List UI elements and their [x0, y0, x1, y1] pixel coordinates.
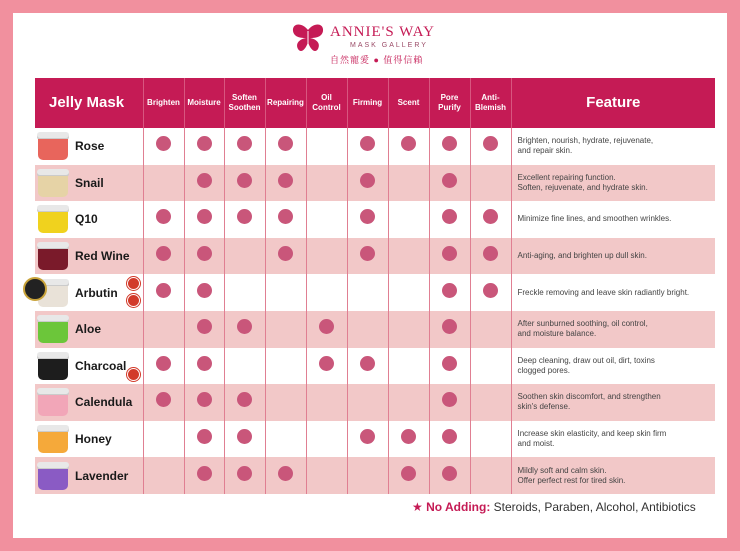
feature-mark-cell	[429, 274, 470, 311]
dot-icon	[442, 466, 457, 481]
table-row	[35, 274, 715, 311]
product-cell	[35, 311, 143, 348]
feature-mark-cell	[388, 457, 429, 494]
dot-icon	[442, 209, 457, 224]
feature-mark-cell	[306, 421, 347, 458]
feature-line: Increase skin elasticity, and keep skin firm	[517, 429, 667, 439]
product-cell	[35, 165, 143, 202]
feature-description	[511, 274, 715, 311]
column-header-brighten	[143, 78, 184, 128]
jar-icon	[37, 352, 69, 380]
column-header-label: Firming	[352, 98, 383, 107]
feature-description	[511, 201, 715, 238]
column-header-label: Brighten	[147, 98, 180, 107]
dot-icon	[442, 319, 457, 334]
dot-icon	[156, 283, 171, 298]
feature-line: Freckle removing and leave skin radiantly bright.	[517, 287, 690, 297]
feature-mark-cell	[265, 238, 306, 275]
feature-mark-cell	[306, 311, 347, 348]
table-body	[35, 128, 715, 494]
feature-mark-cell	[429, 311, 470, 348]
feature-line: and moist.	[517, 439, 555, 449]
product	[35, 201, 143, 237]
feature-mark-cell	[143, 201, 184, 238]
column-header-label: Repairing	[267, 98, 304, 107]
table-header-row	[35, 78, 715, 128]
column-header-label: Soften	[232, 93, 257, 102]
jar-contents	[38, 359, 68, 380]
jar-contents	[38, 469, 68, 490]
table-row	[35, 421, 715, 458]
feature-mark-cell	[265, 421, 306, 458]
feature-line: Excellent repairing function.	[517, 172, 616, 182]
dot-icon	[278, 209, 293, 224]
product	[35, 238, 143, 274]
jar-icon	[37, 242, 69, 270]
column-header-softensoothen	[224, 78, 265, 128]
column-header-jelly-mask: Jelly Mask	[35, 78, 143, 128]
feature-mark-cell	[470, 201, 511, 238]
feature-mark-cell	[224, 201, 265, 238]
feature-mark-cell	[470, 421, 511, 458]
product-name: Honey	[75, 432, 112, 447]
product-name: Aloe	[75, 322, 102, 337]
column-header-label: Purify	[438, 103, 461, 112]
feature-description	[511, 311, 715, 348]
feature-mark-cell	[388, 384, 429, 421]
dot-icon	[237, 136, 252, 151]
product	[35, 348, 143, 384]
column-header-label: Anti-	[481, 93, 500, 102]
brand-subtitle: MASK GALLERY	[350, 42, 428, 49]
table-row	[35, 165, 715, 202]
feature-line: Soothen skin discomfort, and strengthen	[517, 392, 661, 402]
dot-icon	[197, 356, 212, 371]
feature-mark-cell	[347, 128, 388, 165]
dot-icon	[401, 466, 416, 481]
dot-icon	[278, 246, 293, 261]
column-header-label: Blemish	[474, 103, 507, 112]
feature-mark-cell	[470, 311, 511, 348]
feature-mark-cell	[224, 348, 265, 385]
award-badge-icon	[127, 368, 140, 381]
feature-mark-cell	[347, 274, 388, 311]
feature-mark-cell	[265, 128, 306, 165]
product-name: Q10	[75, 212, 98, 227]
jar-icon	[37, 425, 69, 453]
feature-mark-cell	[184, 165, 224, 202]
dot-icon	[442, 136, 457, 151]
feature-mark-cell	[347, 384, 388, 421]
no-adding-items: Steroids, Paraben, Alcohol, Antibiotics	[493, 500, 696, 514]
feature-mark-cell	[143, 348, 184, 385]
dot-icon	[197, 429, 212, 444]
product	[35, 275, 143, 311]
jar-contents	[38, 249, 68, 270]
column-header-label: Control	[312, 103, 341, 112]
feature-line: Soften, rejuvenate, and hydrate skin.	[517, 182, 648, 192]
feature-mark-cell	[306, 128, 347, 165]
feature-mark-cell	[184, 384, 224, 421]
feature-mark-cell	[347, 238, 388, 275]
dot-icon	[319, 319, 334, 334]
feature-mark-cell	[429, 421, 470, 458]
dot-icon	[483, 283, 498, 298]
column-header-feature: Feature	[511, 78, 715, 128]
feature-description	[511, 348, 715, 385]
column-header-label: Pore	[440, 93, 459, 102]
column-header-porepurify	[429, 78, 470, 128]
product-name: Arbutin	[75, 285, 118, 300]
feature-line: and moisture balance.	[517, 329, 597, 339]
feature-mark-cell	[347, 201, 388, 238]
dot-icon	[442, 283, 457, 298]
jar-icon	[37, 462, 69, 490]
feature-mark-cell	[347, 311, 388, 348]
dot-icon	[360, 356, 375, 371]
table-row	[35, 201, 715, 238]
feature-mark-cell	[143, 238, 184, 275]
table-row	[35, 457, 715, 494]
feature-mark-cell	[265, 274, 306, 311]
feature-mark-cell	[388, 421, 429, 458]
product-cell	[35, 348, 143, 385]
dot-icon	[442, 392, 457, 407]
dot-icon	[278, 136, 293, 151]
dot-icon	[156, 246, 171, 261]
star-icon: ★	[412, 500, 423, 514]
feature-mark-cell	[184, 201, 224, 238]
dot-icon	[197, 392, 212, 407]
dot-icon	[483, 209, 498, 224]
feature-mark-cell	[470, 128, 511, 165]
feature-mark-cell	[224, 311, 265, 348]
feature-mark-cell	[224, 165, 265, 202]
dot-icon	[401, 136, 416, 151]
dot-icon	[237, 392, 252, 407]
dot-icon	[237, 466, 252, 481]
feature-mark-cell	[184, 311, 224, 348]
feature-mark-cell	[224, 384, 265, 421]
column-header-label: Oil	[321, 93, 332, 102]
feature-mark-cell	[429, 128, 470, 165]
jar-icon	[37, 132, 69, 160]
column-header-label: Scent	[397, 98, 420, 107]
dot-icon	[360, 209, 375, 224]
feature-description	[511, 457, 715, 494]
dot-icon	[360, 246, 375, 261]
feature-mark-cell	[429, 457, 470, 494]
feature-mark-cell	[388, 274, 429, 311]
feature-mark-cell	[306, 201, 347, 238]
feature-mark-cell	[347, 348, 388, 385]
product	[35, 458, 143, 494]
feature-mark-cell	[143, 311, 184, 348]
feature-mark-cell	[429, 165, 470, 202]
feature-line: Offer perfect rest for tired skin.	[517, 475, 626, 485]
feature-mark-cell	[388, 165, 429, 202]
dot-icon	[278, 173, 293, 188]
feature-mark-cell	[143, 384, 184, 421]
jar-contents	[38, 395, 68, 416]
feature-mark-cell	[429, 384, 470, 421]
column-header-label: Soothen	[228, 103, 261, 112]
product-name: Charcoal	[75, 358, 127, 373]
dot-icon	[197, 246, 212, 261]
product-cell	[35, 274, 143, 311]
jar-icon	[37, 169, 69, 197]
dot-icon	[156, 392, 171, 407]
no-adding-note	[412, 500, 696, 514]
feature-mark-cell	[470, 457, 511, 494]
dot-icon	[237, 319, 252, 334]
dot-icon	[442, 173, 457, 188]
column-header-firming	[347, 78, 388, 128]
feature-mark-cell	[143, 274, 184, 311]
product-cell	[35, 384, 143, 421]
column-header-moisture	[184, 78, 224, 128]
feature-mark-cell	[429, 348, 470, 385]
product-name: Calendula	[75, 395, 133, 410]
feature-mark-cell	[306, 165, 347, 202]
table-row	[35, 311, 715, 348]
table-row	[35, 238, 715, 275]
butterfly-icon	[290, 22, 326, 56]
jar-contents	[38, 322, 68, 343]
mask-feature-table	[35, 78, 715, 494]
jar-contents	[38, 176, 68, 197]
product-cell	[35, 128, 143, 165]
feature-line: Minimize fine lines, and smoothen wrinkles.	[517, 214, 672, 224]
feature-mark-cell	[388, 128, 429, 165]
product	[35, 128, 143, 164]
product	[35, 165, 143, 201]
feature-mark-cell	[224, 457, 265, 494]
feature-line: and repair skin.	[517, 146, 573, 156]
dot-icon	[197, 136, 212, 151]
product-name: Lavender	[75, 468, 129, 483]
feature-line: skin's defense.	[517, 402, 571, 412]
feature-mark-cell	[224, 238, 265, 275]
feature-line: clogged pores.	[517, 365, 570, 375]
dot-icon	[442, 356, 457, 371]
feature-mark-cell	[143, 165, 184, 202]
feature-mark-cell	[429, 201, 470, 238]
brand-name: ANNIE'S WAY	[330, 24, 435, 40]
dot-icon	[156, 136, 171, 151]
dot-icon	[319, 356, 334, 371]
feature-mark-cell	[184, 421, 224, 458]
product-cell	[35, 421, 143, 458]
feature-mark-cell	[306, 274, 347, 311]
feature-mark-cell	[184, 238, 224, 275]
product	[35, 384, 143, 420]
dot-icon	[197, 319, 212, 334]
product	[35, 421, 143, 457]
dot-icon	[360, 136, 375, 151]
dot-icon	[237, 209, 252, 224]
product-name: Red Wine	[75, 249, 130, 264]
feature-mark-cell	[388, 201, 429, 238]
feature-description	[511, 421, 715, 458]
dot-icon	[483, 136, 498, 151]
feature-mark-cell	[388, 348, 429, 385]
award-badge-icon	[127, 277, 140, 290]
feature-mark-cell	[265, 457, 306, 494]
feature-line: After sunburned soothing, oil control,	[517, 319, 648, 329]
dot-icon	[156, 209, 171, 224]
feature-mark-cell	[470, 274, 511, 311]
feature-mark-cell	[388, 238, 429, 275]
feature-mark-cell	[306, 384, 347, 421]
feature-mark-cell	[347, 421, 388, 458]
best-seller-badge-icon	[23, 277, 47, 301]
jar-contents	[38, 139, 68, 160]
feature-mark-cell	[306, 348, 347, 385]
product	[35, 311, 143, 347]
table-row	[35, 348, 715, 385]
table-row	[35, 128, 715, 165]
feature-mark-cell	[224, 128, 265, 165]
feature-mark-cell	[265, 384, 306, 421]
award-badge-icon	[127, 294, 140, 307]
feature-line: Brighten, nourish, hydrate, rejuvenate,	[517, 136, 654, 146]
feature-mark-cell	[265, 311, 306, 348]
feature-mark-cell	[265, 348, 306, 385]
feature-mark-cell	[470, 384, 511, 421]
jar-icon	[37, 315, 69, 343]
brand-logo	[290, 22, 450, 72]
feature-mark-cell	[470, 348, 511, 385]
dot-icon	[197, 209, 212, 224]
feature-mark-cell	[265, 165, 306, 202]
jar-icon	[37, 205, 69, 233]
feature-mark-cell	[184, 457, 224, 494]
dot-icon	[483, 246, 498, 261]
feature-mark-cell	[306, 457, 347, 494]
jar-contents	[38, 432, 68, 453]
feature-mark-cell	[347, 457, 388, 494]
dot-icon	[401, 429, 416, 444]
feature-mark-cell	[306, 238, 347, 275]
dot-icon	[360, 429, 375, 444]
table-row	[35, 384, 715, 421]
feature-mark-cell	[143, 421, 184, 458]
dot-icon	[197, 466, 212, 481]
dot-icon	[197, 173, 212, 188]
dot-icon	[442, 246, 457, 261]
feature-description	[511, 165, 715, 202]
feature-mark-cell	[429, 238, 470, 275]
feature-mark-cell	[224, 274, 265, 311]
column-header-repairing	[265, 78, 306, 128]
product-name: Rose	[75, 139, 105, 154]
feature-mark-cell	[470, 238, 511, 275]
feature-mark-cell	[143, 457, 184, 494]
feature-mark-cell	[143, 128, 184, 165]
feature-line: Deep cleaning, draw out oil, dirt, toxins	[517, 355, 655, 365]
jar-icon	[37, 388, 69, 416]
dot-icon	[442, 429, 457, 444]
feature-mark-cell	[224, 421, 265, 458]
jar-contents	[38, 212, 68, 233]
dot-icon	[156, 356, 171, 371]
dot-icon	[278, 466, 293, 481]
column-header-scent	[388, 78, 429, 128]
column-header-oilcontrol	[306, 78, 347, 128]
feature-mark-cell	[184, 128, 224, 165]
product-cell	[35, 238, 143, 275]
dot-icon	[237, 173, 252, 188]
feature-description	[511, 238, 715, 275]
feature-mark-cell	[265, 201, 306, 238]
product-name: Snail	[75, 175, 104, 190]
product-cell	[35, 457, 143, 494]
dot-icon	[197, 283, 212, 298]
feature-line: Mildly soft and calm skin.	[517, 465, 607, 475]
dot-icon	[360, 173, 375, 188]
column-header-antiblemish	[470, 78, 511, 128]
product-cell	[35, 201, 143, 238]
feature-line: Anti-aging, and brighten up dull skin.	[517, 251, 647, 261]
no-adding-label: No Adding:	[426, 500, 491, 514]
feature-mark-cell	[347, 165, 388, 202]
feature-mark-cell	[470, 165, 511, 202]
feature-description	[511, 128, 715, 165]
feature-mark-cell	[184, 274, 224, 311]
feature-mark-cell	[184, 348, 224, 385]
dot-icon	[237, 429, 252, 444]
feature-description	[511, 384, 715, 421]
column-header-label: Moisture	[187, 98, 221, 107]
feature-mark-cell	[388, 311, 429, 348]
brand-tagline: 自然寵愛 ● 值得信賴	[330, 55, 424, 65]
